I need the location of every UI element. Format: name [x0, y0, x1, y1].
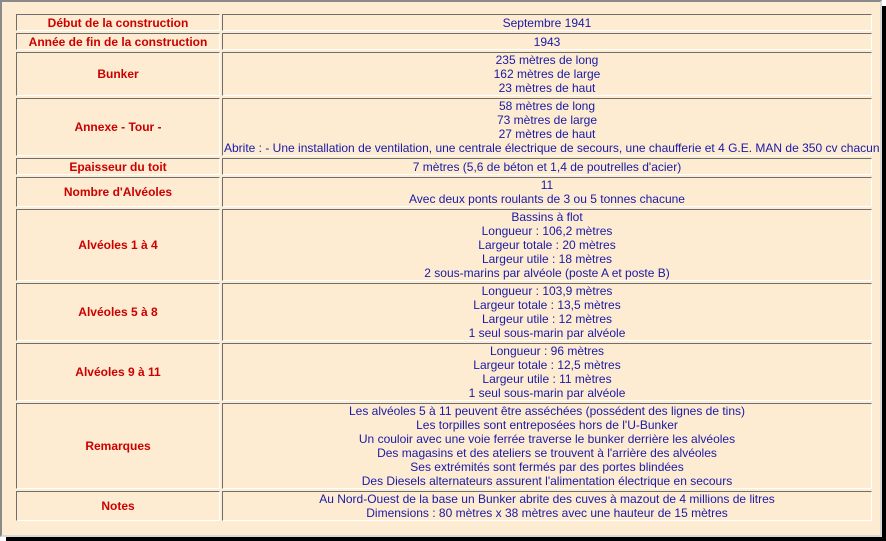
value-line: 27 mètres de haut — [498, 127, 596, 141]
row-value — [222, 177, 872, 207]
value-line: Septembre 1941 — [502, 15, 592, 30]
value-line: Largeur totale : 12,5 mètres — [473, 358, 621, 372]
table-row — [16, 177, 872, 207]
value-line: Longueur : 96 mètres — [489, 344, 605, 358]
value-line: Largeur totale : 20 mètres — [478, 238, 616, 252]
value-line: 73 mètres de large — [496, 113, 598, 127]
row-value — [222, 403, 872, 489]
table-row — [16, 491, 872, 521]
row-value — [222, 491, 872, 521]
value-line: 11 — [540, 178, 554, 192]
value-line: Longueur : 103,9 mètres — [481, 284, 613, 298]
row-label: Alvéoles 9 à 11 — [16, 343, 220, 401]
row-label: Remarques — [16, 403, 220, 489]
row-value — [222, 283, 872, 341]
row-label: Année de fin de la construction — [16, 33, 220, 50]
row-value — [222, 158, 872, 175]
row-label: Notes — [16, 491, 220, 521]
value-line: Les torpilles sont entreposées hors de l'U-Bunker — [416, 418, 678, 432]
row-value — [222, 14, 872, 31]
value-line: 7 mètres (5,6 de béton et 1,4 de poutrelles d'acier) — [412, 159, 682, 174]
row-value — [222, 98, 880, 156]
table-row — [16, 98, 872, 156]
table-row — [16, 33, 872, 50]
value-line: 58 mètres de long — [498, 99, 596, 113]
row-label: Début de la construction — [16, 14, 220, 31]
value-line: 162 mètres de large — [493, 67, 601, 81]
value-line: Avec deux ponts roulants de 3 ou 5 tonnes chacune — [409, 192, 685, 206]
row-value — [222, 33, 872, 50]
table-body — [16, 14, 880, 521]
value-line: 235 mètres de long — [495, 53, 599, 67]
table-row — [16, 343, 872, 401]
value-line: 1 seul sous-marin par alvéole — [468, 386, 626, 400]
value-line: Un couloir avec une voie ferrée traverse le bunker derrière les alvéoles — [358, 432, 736, 446]
row-value — [222, 209, 872, 281]
table-row — [16, 209, 872, 281]
value-line: Bassins à flot — [511, 210, 583, 224]
table-row — [16, 403, 872, 489]
value-line: Ses extrémités sont fermés par des portes blindées — [410, 460, 684, 474]
row-label: Alvéoles 5 à 8 — [16, 283, 220, 341]
value-line: 1943 — [533, 34, 561, 49]
value-line: 1 seul sous-marin par alvéole — [468, 326, 626, 340]
value-line: Largeur totale : 13,5 mètres — [473, 298, 621, 312]
row-label: Epaisseur du toit — [16, 158, 220, 175]
value-line: 23 mètres de haut — [498, 81, 596, 95]
value-line: Largeur utile : 11 mètres — [482, 372, 612, 386]
row-label: Nombre d'Alvéoles — [16, 177, 220, 207]
value-line: Largeur utile : 18 mètres — [481, 252, 613, 266]
row-value — [222, 52, 872, 96]
value-line: Abrite : - Une installation de ventilation, une centrale électrique de secours, une chaufferie et 4 G.E. MAN de 350 cv chacun — [224, 141, 880, 155]
table-row — [16, 52, 872, 96]
table-row — [16, 14, 872, 31]
table-row — [16, 158, 872, 175]
value-line: Les alvéoles 5 à 11 peuvent être asséchées (possédent des lignes de tins) — [348, 404, 746, 418]
construction-table — [14, 12, 880, 523]
value-line: Largeur utile : 12 mètres — [481, 312, 613, 326]
value-line: 2 sous-marins par alvéole (poste A et poste B) — [424, 266, 670, 280]
row-label: Bunker — [16, 52, 220, 96]
row-label: Alvéoles 1 à 4 — [16, 209, 220, 281]
value-line: Des magasins et des ateliers se trouvent à l'arrière des alvéoles — [377, 446, 717, 460]
row-label: Annexe - Tour - — [16, 98, 220, 156]
value-line: Des Diesels alternateurs assurent l'alimentation électrique en secours — [361, 474, 733, 488]
value-line: Dimensions : 80 mètres x 38 mètres avec une hauteur de 15 mètres — [366, 506, 728, 520]
row-value — [222, 343, 872, 401]
value-line: Au Nord-Ouest de la base un Bunker abrite des cuves à mazout de 4 millions de litres — [319, 492, 775, 506]
value-line: Longueur : 106,2 mètres — [481, 224, 613, 238]
table-row — [16, 283, 872, 341]
